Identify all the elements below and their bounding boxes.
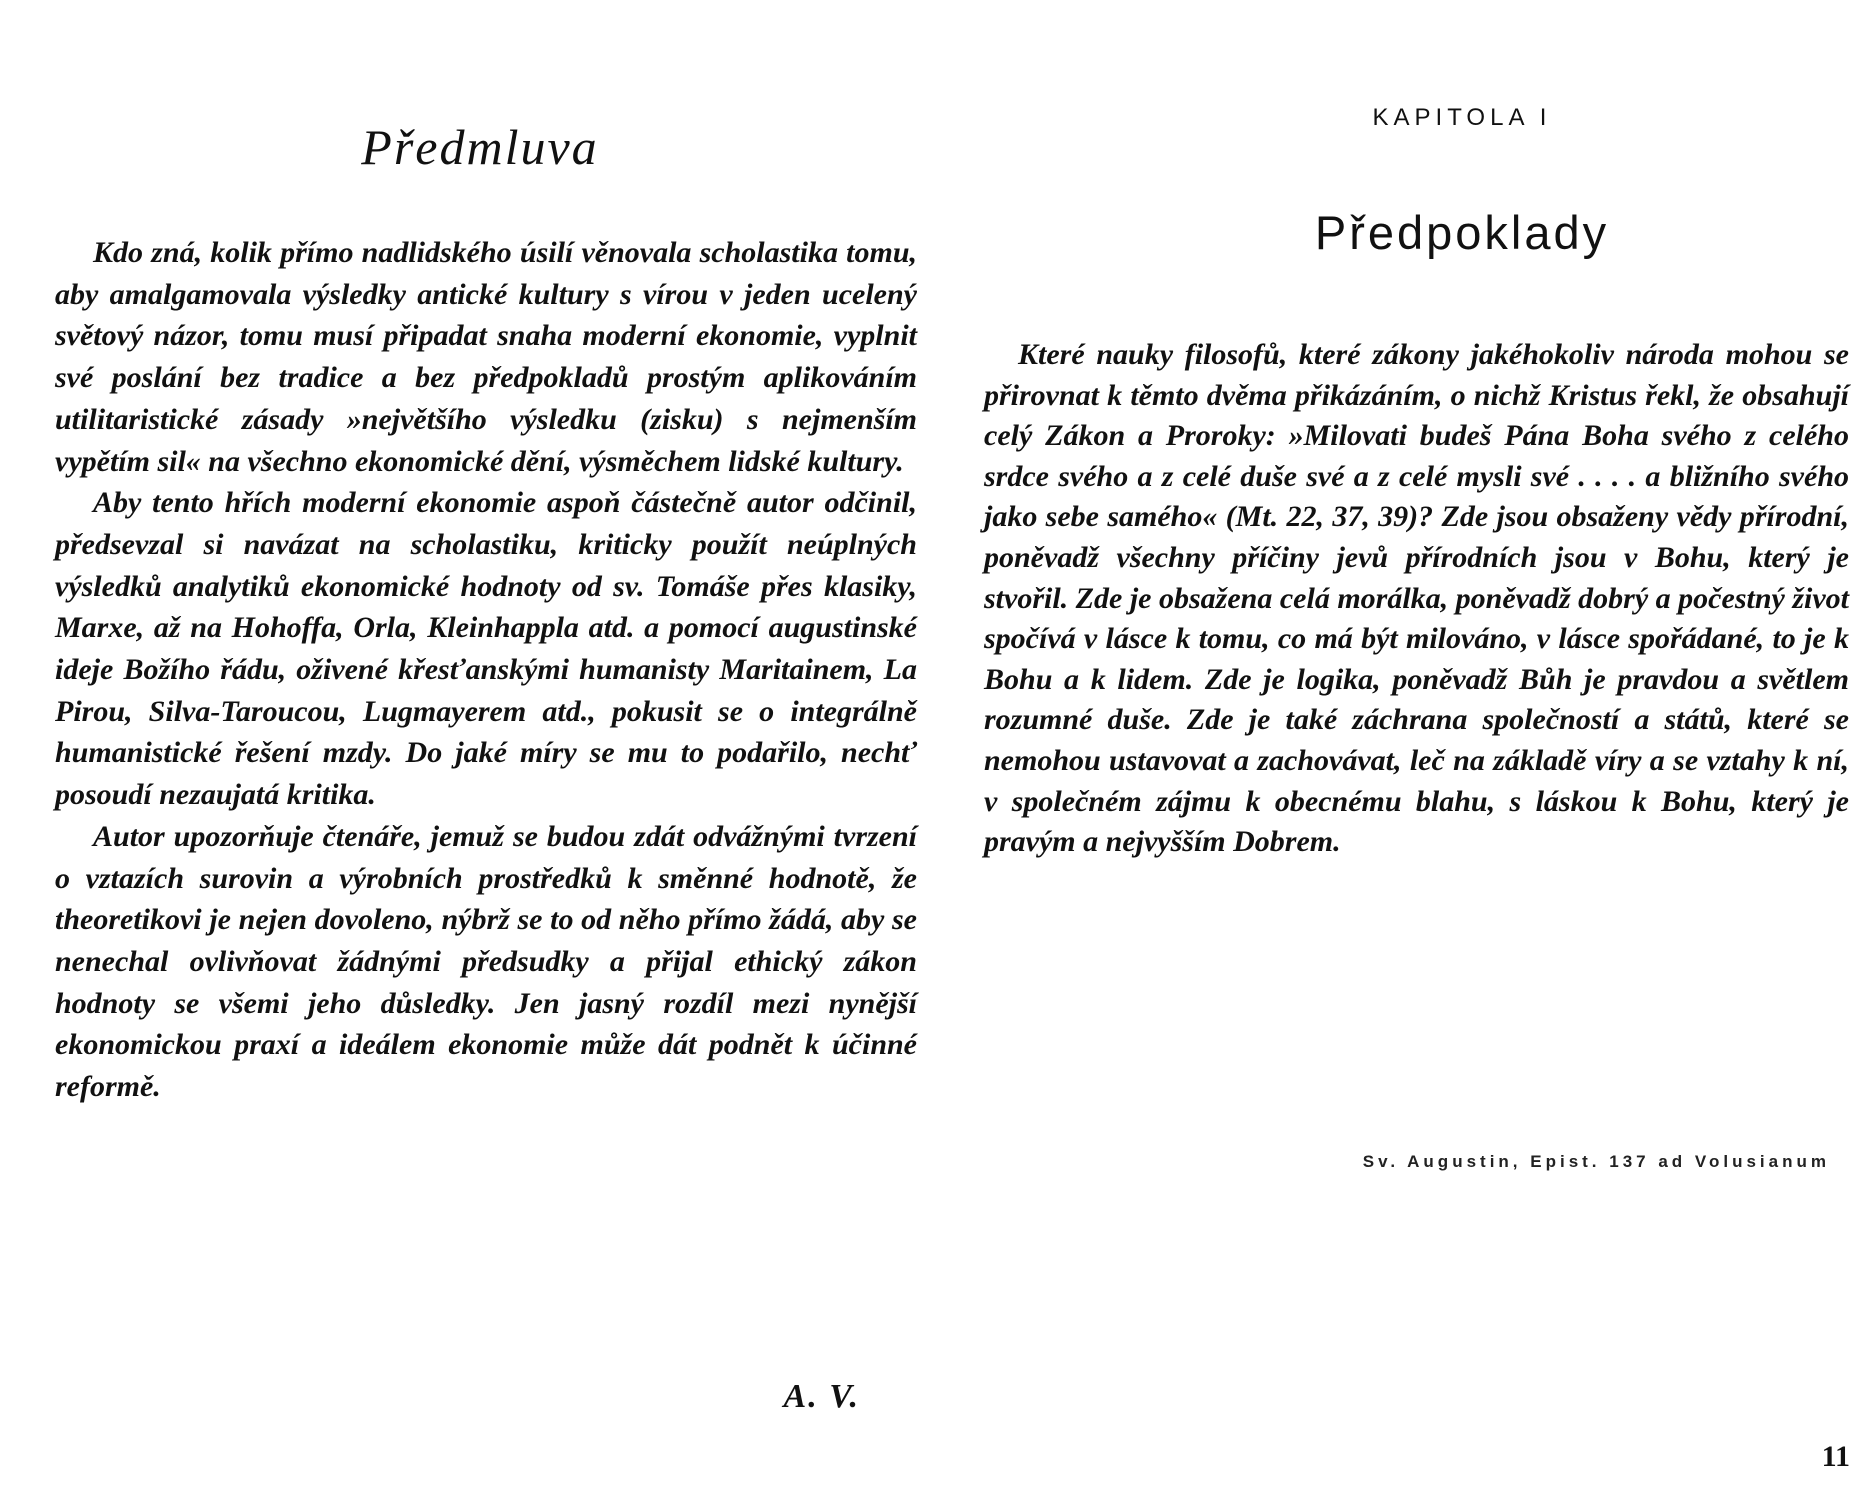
epigraph-citation: Sv. Augustin, Epist. 137 ad Volusianum xyxy=(1362,1152,1830,1171)
page-number: 11 xyxy=(1821,1440,1850,1473)
epigraph-paragraph: Které nauky filosofů, které zákony jakéhokoliv národa mohou se přirovnat k těmto dvěma přikázáním, o nichž Kristus řekl, že obsahují celý Zákon a Proroky: »Milovati budeš Pána Boha svého z celého srdce svého a z celé duše své a z celé mysli své . . . . a bližního svého jako sebe samého« (Mt. 22, 37, 39)? Zde jsou obsaženy vědy přírodní, poněvadž všechny příčiny jevů přírodních jsou v Bohu, který je stvořil. Zde je obsažena celá morálka, poněvadž dobrý a počestný život spočívá v lásce k tomu, co má být milováno, v lásce spořádané, to je k Bohu a k lidem. Zde je logika, poněvadž Bůh je pravdou a světlem rozumné duše. Zde je také záchrana společností a států, které se nemohou ustavovat a zachovávat, leč na základě víry a se vztahy k ní, v společném zájmu k obecnému blahu, s láskou k Bohu, který je pravým a nejvyšším Dobrem. xyxy=(984,338,1849,859)
preface-title: Předmluva xyxy=(361,119,599,175)
preface-paragraph-3: Autor upozorňuje čtenáře, jemuž se budou zdát odvážnými tvrzení o vztazích surovin a výrobních prostředků k směnné hodnotě, že theoretikovi je nejen dovoleno, nýbrž se to od něho přímo žádá, aby se nenechal ovlivňovat žádnými předsudky a přijal ethický zákon hodnoty se všemi jeho důsledky. Jen jasný rozdíl mezi nynější ekonomickou praxí a ideálem ekonomie může dát podnět k účinné reformě. xyxy=(55,819,917,1104)
preface-body xyxy=(55,232,917,1108)
preface-paragraph-1: Kdo zná, kolik přímo nadlidského úsilí věnovala scholastika tomu, aby amalgamovala výsledky antické kultury s vírou v jeden ucelený světový názor, tomu musí připadat snaha moderní ekonomie, vyplnit své poslání bez tradice a bez předpokladů prostým aplikováním utilitaristické zásady »největšího výsledku (zisku) s nejmenším vypětím sil« na všechno ekonomické dění, výsměchem lidské kultury. xyxy=(55,236,917,478)
preface-paragraph-2: Aby tento hřích moderní ekonomie aspoň částečně autor odčinil, předsevzal si navázat na scholastiku, kriticky použít neúplných výsledků analytiků ekonomické hodnoty od sv. Tomáše přes klasiky, Marxe, až na Hohoffa, Orla, Kleinhappla atd. a pomocí augustinské ideje Božího řádu, oživené křesťanskými humanisty Maritainem, La Pirou, Silva-Taroucou, Lugmayerem atd., pokusit se o integrálně humanistické řešení mzdy. Do jaké míry se mu to podařilo, nechť posoudí nezaujatá kritika. xyxy=(55,486,917,812)
author-signature: A. V. xyxy=(783,1378,860,1415)
right-page xyxy=(930,0,1860,1500)
chapter-label: KAPITOLA I xyxy=(1372,104,1552,131)
chapter-epigraph xyxy=(984,335,1849,863)
chapter-title: Předpoklady xyxy=(1314,206,1610,259)
